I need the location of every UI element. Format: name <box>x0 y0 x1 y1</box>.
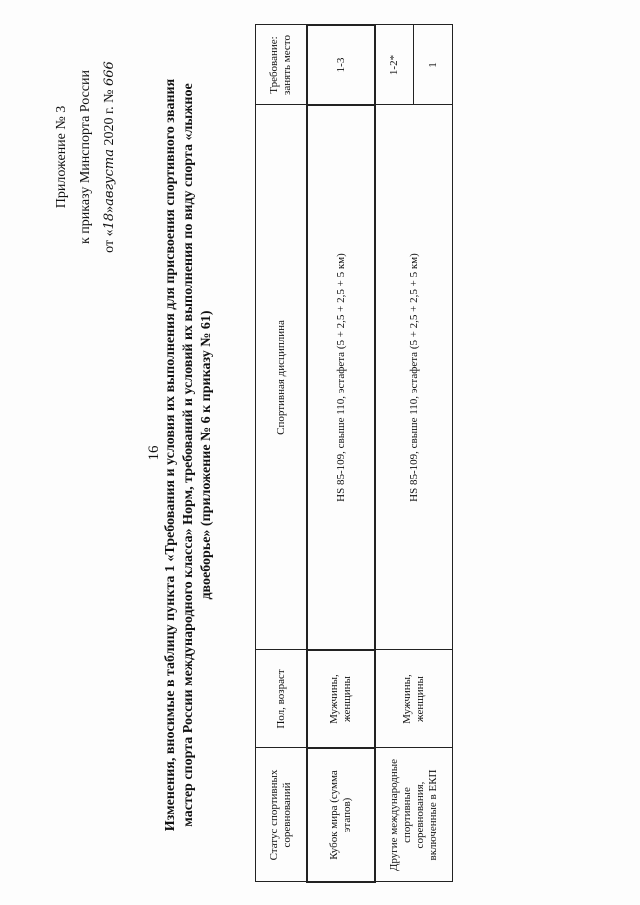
row1-gender: Мужчины, женщины <box>307 650 375 748</box>
row2-requirement-a: 1-2* <box>375 25 414 105</box>
row1-requirement: 1-3 <box>307 25 375 105</box>
header-requirement: Требование: занять место <box>256 25 308 105</box>
header-gender: Пол, возраст <box>256 650 308 748</box>
row2-status: Другие международные спортивные соревнования, включенные в ЕКП <box>375 748 453 882</box>
doc-number: 666 <box>102 61 117 87</box>
table-row <box>307 25 375 882</box>
appendix-block <box>50 7 122 307</box>
date-prefix: от « <box>102 229 117 253</box>
row2-discipline: HS 85-109, свыше 110, эстафета (5 + 2,5 + 2,5 + 5 км) <box>375 105 453 650</box>
appendix-title: Приложение № 3 <box>54 105 69 209</box>
row2-gender: Мужчины, женщины <box>375 650 453 748</box>
date-mid: » <box>102 205 117 213</box>
date-day: 18 <box>102 212 117 230</box>
requirements-table <box>255 24 453 883</box>
header-discipline: Спортивная дисциплина <box>256 105 308 650</box>
date-month: августа <box>102 149 117 206</box>
header-status: Статус спортивных соревнований <box>256 748 308 882</box>
document-heading: Изменения, вносимые в таблицу пункта 1 «Требования и условия их выполнения для присвоения спортивного звания мастер спорта России международного класса» Норм, требований и условий их выполнения по виду спорта «лыжное двоеборье» (приложение № 6 к приказу № 61) <box>163 78 214 832</box>
row1-discipline: HS 85-109, свыше 110, эстафета (5 + 2,5 + 2,5 + 5 км) <box>307 105 375 650</box>
page-number: 16 <box>146 445 162 461</box>
table-row <box>375 25 414 882</box>
appendix-date <box>98 7 122 307</box>
row1-status: Кубок мира (сумма этапов) <box>307 748 375 882</box>
appendix-order-ref: к приказу Минспорта России <box>78 70 93 244</box>
row2-requirement-b: 1 <box>414 25 453 105</box>
date-year: 2020 г. № <box>102 86 117 150</box>
